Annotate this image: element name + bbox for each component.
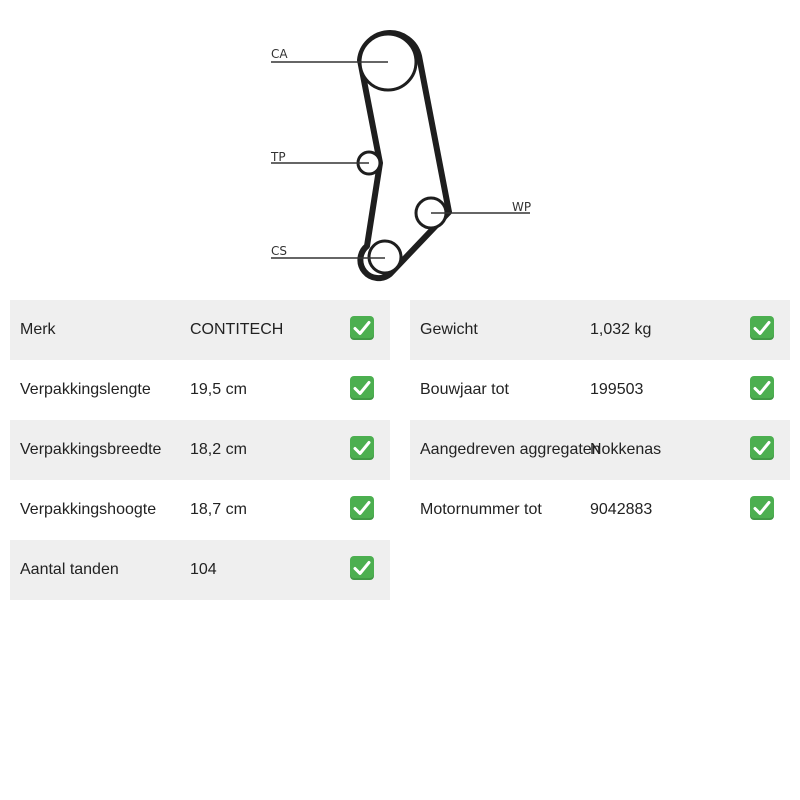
spec-row-verpakkingslengte	[10, 360, 390, 420]
spec-label: Verpakkingslengte	[20, 381, 151, 398]
spec-value: Nokkenas	[590, 441, 662, 458]
check-mark-icon	[350, 376, 374, 400]
spec-label: Verpakkingsbreedte	[20, 441, 162, 458]
check-mark-icon	[750, 496, 774, 520]
check-mark-icon	[750, 436, 774, 460]
spec-value: 9042883	[590, 501, 653, 518]
label-tp: TP	[271, 150, 286, 164]
label-wp: WP	[512, 200, 532, 214]
spec-row-aangedreven-aggregaten	[410, 420, 790, 480]
spec-row-verpakkingsbreedte	[10, 420, 390, 480]
spec-label: Aangedreven aggregaten	[420, 441, 601, 458]
pulley-cs	[369, 241, 401, 273]
check-mark-icon	[350, 496, 374, 520]
spec-value: 104	[190, 561, 217, 578]
spec-value: 199503	[590, 381, 644, 398]
spec-label: Gewicht	[420, 321, 478, 338]
spec-value: CONTITECH	[190, 321, 284, 338]
spec-label: Aantal tanden	[20, 561, 119, 578]
spec-row-bouwjaar-tot	[410, 360, 790, 420]
spec-row-gewicht	[410, 300, 790, 360]
spec-row-merk	[10, 300, 390, 360]
spec-value: 19,5 cm	[190, 381, 247, 398]
spec-row-aantal-tanden	[10, 540, 390, 600]
spec-label: Verpakkingshoogte	[20, 501, 157, 518]
check-mark-icon	[750, 316, 774, 340]
spec-row-verpakkingshoogte	[10, 480, 390, 540]
check-mark-icon	[350, 316, 374, 340]
belt-routing-diagram	[0, 0, 800, 290]
spec-row-motornummer-tot	[410, 480, 790, 540]
spec-table-right	[410, 300, 790, 540]
label-cs: CS	[271, 244, 287, 258]
check-mark-icon	[750, 376, 774, 400]
spec-value: 18,2 cm	[190, 441, 247, 458]
spec-label: Bouwjaar tot	[420, 381, 509, 398]
spec-value: 18,7 cm	[190, 501, 247, 518]
check-mark-icon	[350, 436, 374, 460]
spec-table-left	[10, 300, 390, 600]
spec-label: Merk	[20, 321, 56, 338]
spec-value: 1,032 kg	[590, 321, 652, 338]
check-mark-icon	[350, 556, 374, 580]
spec-label: Motornummer tot	[420, 501, 542, 518]
label-ca: CA	[271, 47, 288, 61]
